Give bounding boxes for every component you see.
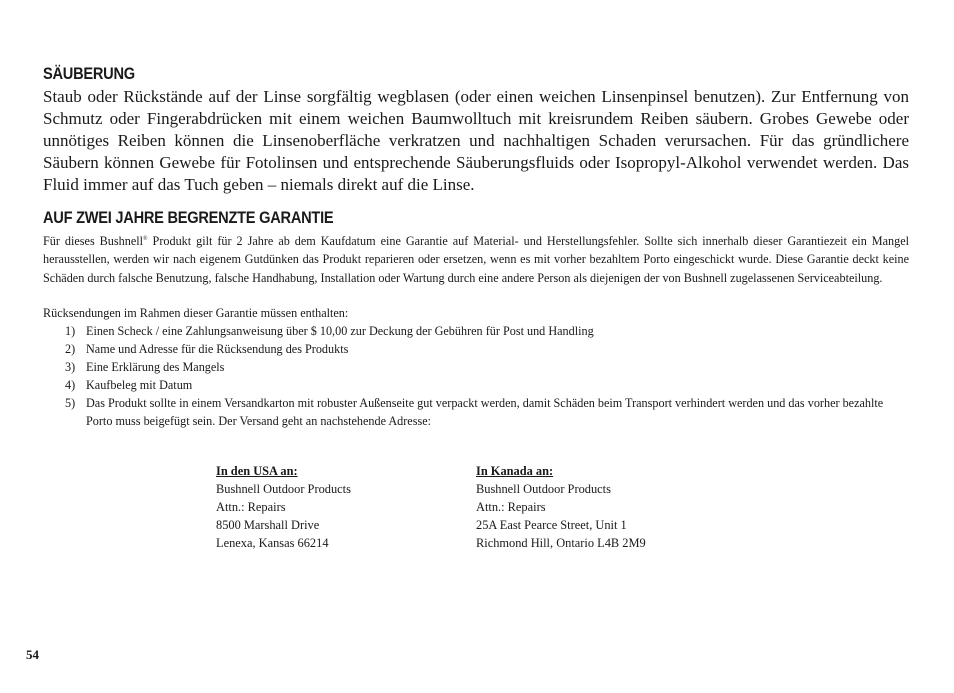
usa-address-line: Attn.: Repairs (216, 500, 286, 514)
list-item-number: 4) (65, 378, 76, 393)
cleaning-text: Staub oder Rückstände auf der Linse sorgfältig wegblasen (oder einen weichen Linsenpinsel benutzen). Zur Entfernung von Schmutz oder Fingerabdrücken mit einem weichen Baumwolltuch mit kreisrundem Reiben säubern. Grobes Gewebe oder unnötiges Reiben können die Linsenoberfläche verkratzen und nachhaltigen Schaden verursachen. Für das gründlichere Säubern können Gewebe für Fotolinsen und entsprechende Säuberungsfluids oder Isopropyl-Alkohol verwendet werden. Das Fluid immer auf das Tuch geben – niemals direkt auf die Linse. (43, 87, 909, 194)
page-content (43, 62, 909, 430)
list-item-text: Eine Erklärung des Mangels (86, 360, 225, 375)
list-item-number: 2) (65, 342, 76, 357)
list-item (43, 340, 909, 358)
warranty-intro (43, 230, 909, 287)
warranty-intro-rest: Produkt gilt für 2 Jahre ab dem Kaufdatum eine Garantie auf Material- und Herstellungsfehler. Sollte sich innerhalb dieser Garantiezeit ein Mangel herausstellen, werden wir nach eigenem Gutdünken das Produkt reparieren oder ersetzen, wenn es mit vorher bezahltem Porto eingeschickt wurde. Diese Garantie deckt keine Schäden durch falsche Benutzung, falsche Handhabung, Installation oder Wartung durch eine andere Person als diejenigen der von Bushnell zugelassenen Serviceabteilung. (43, 234, 909, 285)
usa-address-line: Lenexa, Kansas 66214 (216, 536, 329, 550)
warranty-heading: AUF ZWEI JAHRE BEGRENZTE GARANTIE (43, 208, 334, 227)
canada-address-line: Attn.: Repairs (476, 500, 546, 514)
list-item-number: 5) (65, 396, 76, 411)
usa-address-heading: In den USA an: (216, 464, 298, 478)
canada-address-line: Richmond Hill, Ontario L4B 2M9 (476, 536, 646, 550)
returns-list (43, 322, 909, 430)
warranty-intro-start: Für dieses Bushnell (43, 234, 144, 248)
canada-address-line: Bushnell Outdoor Products (476, 482, 611, 496)
list-item (43, 376, 909, 394)
list-item-text: Kaufbeleg mit Datum (86, 378, 193, 393)
registered-mark: ® (143, 236, 148, 242)
return-addresses (216, 462, 776, 562)
list-item-number: 1) (65, 324, 76, 339)
canada-address-line: 25A East Pearce Street, Unit 1 (476, 518, 627, 532)
canada-address-heading: In Kanada an: (476, 464, 554, 478)
list-item-text: Name und Adresse für die Rücksendung des Produkts (86, 342, 349, 357)
page-number: 54 (26, 647, 39, 662)
list-item-text: Einen Scheck / eine Zahlungsanweisung über $ 10,00 zur Deckung der Gebühren für Post und Handling (86, 324, 594, 339)
list-item (43, 322, 909, 340)
usa-address (216, 462, 351, 552)
usa-address-line: 8500 Marshall Drive (216, 518, 320, 532)
list-item-number: 3) (65, 360, 76, 375)
canada-address (476, 462, 646, 552)
list-item (43, 394, 909, 430)
returns-intro: Rücksendungen im Rahmen dieser Garantie müssen enthalten: (43, 305, 349, 320)
cleaning-heading: SÄUBERUNG (43, 64, 135, 83)
usa-address-line: Bushnell Outdoor Products (216, 482, 351, 496)
list-item-text: Das Produkt sollte in einem Versandkarton mit robuster Außenseite gut verpackt werden, damit Schäden beim Transport verhindert werden und das vorher bezahlte Porto muss beigefügt sein. Der Versand geht an nachstehende Adresse: (86, 396, 884, 429)
list-item (43, 358, 909, 376)
